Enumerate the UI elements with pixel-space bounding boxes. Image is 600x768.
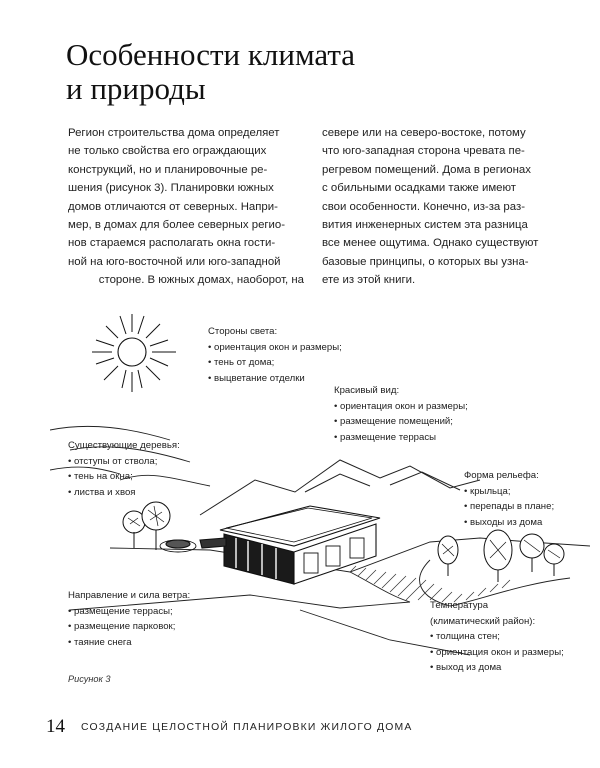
callout-item: • размещение террасы: [334, 431, 437, 443]
callout-item: • ориентация окон и размеры;: [430, 646, 564, 658]
callout-item: • перепады в плане;: [464, 501, 555, 513]
text-line: мер, в домах для более северных регио-: [68, 219, 286, 232]
callout-item: • тень от дома;: [208, 357, 275, 369]
callout-item: • ориентация окон и размеры;: [208, 341, 342, 353]
callout-item: • таяние снега: [68, 636, 132, 648]
text-line: нов стараемся располагать окна гости-: [68, 237, 276, 250]
text-column-left: [68, 124, 304, 290]
text-column-right: [322, 124, 558, 290]
text-line: шения (рисунок 3). Планировки южных: [68, 182, 274, 195]
callout-item: • выцветание отделки: [208, 372, 305, 384]
callout-item: • листва и хвоя: [68, 486, 136, 498]
callout-item: • ориентация окон и размеры;: [334, 400, 468, 412]
callout-heading: Температура: [430, 600, 489, 611]
text-line: севере или на северо-востоке, потому: [322, 127, 526, 139]
callout-heading: Существующие деревья:: [68, 440, 180, 451]
text-line: вития инженерных систем эта разница: [322, 219, 528, 232]
text-line: свои особенности. Конечно, из-за раз-: [322, 200, 525, 213]
trees-right: [438, 530, 564, 582]
callout-heading: Красивый вид:: [334, 385, 400, 396]
title-line-1: Особенности климата: [66, 37, 356, 72]
house: [160, 506, 380, 584]
callout-item: • толщина стен;: [430, 631, 500, 643]
page-number: 14: [46, 716, 65, 737]
callout-wind: [68, 588, 190, 650]
callout-item: • выход из дома: [430, 662, 502, 674]
page-title: [66, 38, 536, 106]
callout-cardinal-directions: [208, 324, 342, 386]
callout-nice-view: [334, 383, 468, 445]
text-line: все менее ощутима. Однако существуют: [322, 237, 539, 250]
running-title: СОЗДАНИЕ ЦЕЛОСТНОЙ ПЛАНИРОВКИ ЖИЛОГО ДОМА: [81, 721, 413, 733]
callout-heading: Стороны света:: [208, 326, 278, 337]
text-line: домов отличаются от северных. Напри-: [68, 200, 278, 213]
callout-item: • размещение парковок;: [68, 621, 176, 633]
callout-item: • выходы из дома: [464, 516, 543, 528]
callout-existing-trees: [68, 438, 180, 500]
callout-heading-sub: (климатический район):: [430, 615, 536, 627]
callout-item: • тень на окна;: [68, 471, 133, 483]
callout-item: • размещение помещений;: [334, 416, 453, 428]
text-line: Регион строительства дома определяет: [68, 127, 280, 139]
callout-item: • размещение террасы;: [68, 605, 173, 617]
text-line: что юго-западная сторона чревата пе-: [322, 145, 525, 158]
text-line: конструкций, но и планировочные ре-: [68, 163, 268, 176]
callout-item: • крыльца;: [464, 485, 511, 497]
mountains: [200, 460, 480, 515]
text-line: ной на юго-восточной или юго-западной: [68, 255, 281, 268]
callout-terrain: [464, 468, 554, 530]
text-line: базовые принципы, о которых вы узна-: [322, 255, 529, 268]
title-line-2: и природы: [66, 71, 206, 106]
page-footer: [46, 712, 413, 742]
callout-item: • отступы от ствола;: [68, 455, 158, 467]
callout-temperature: [430, 598, 564, 676]
figure-caption: Рисунок 3: [68, 674, 111, 684]
text-line: регревом помещений. Дома в регионах: [322, 163, 531, 176]
text-line: ете из этой книги.: [322, 274, 416, 287]
text-line: стороне. В южных домах, наоборот, на: [98, 274, 304, 287]
callout-heading: Направление и сила ветра:: [68, 590, 191, 601]
sun-icon: [92, 314, 176, 392]
callout-heading: Форма рельефа:: [464, 470, 539, 481]
text-line: с обильными осадками также имеют: [322, 182, 517, 195]
text-line: не только свойства его ограждающих: [68, 145, 267, 158]
